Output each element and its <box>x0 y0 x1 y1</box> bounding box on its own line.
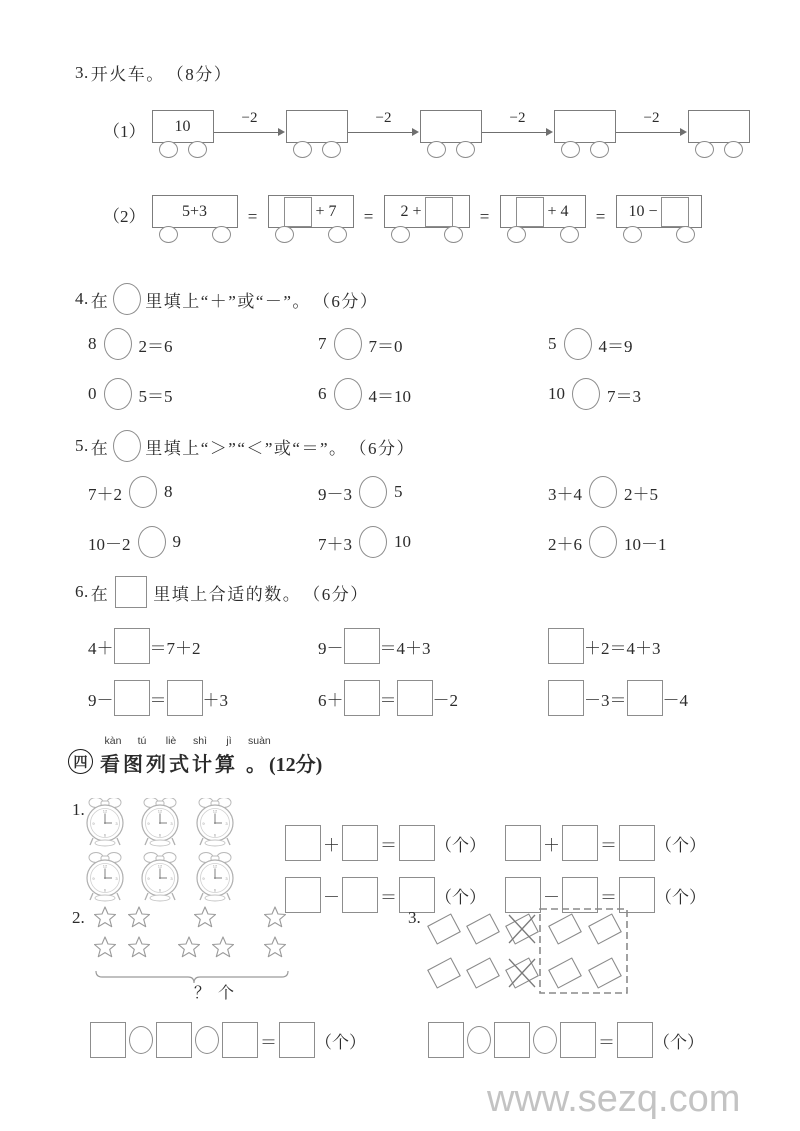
problem-1-equation-1 <box>285 825 486 861</box>
operand-left: 0 <box>88 384 97 403</box>
unit-label: （个） <box>315 1032 366 1052</box>
question-5-title-b: 里填上“＞”“＜”或“＝”。 <box>145 438 348 458</box>
answer-box[interactable] <box>342 825 378 861</box>
question-3-points: （8分） <box>166 65 233 84</box>
answer-box[interactable] <box>661 197 689 227</box>
unit-label: （个） <box>653 1032 704 1052</box>
expr-part: －3＝ <box>584 690 627 710</box>
arrow-line <box>348 132 414 133</box>
equals-sign: = <box>363 207 374 226</box>
tilted-square-icon <box>549 914 581 944</box>
operand-left: 6 <box>318 384 327 403</box>
equation-cell <box>318 526 548 558</box>
answer-box[interactable] <box>156 1022 192 1058</box>
star-icon <box>265 937 286 957</box>
problem-1-equation-2 <box>505 825 706 861</box>
watermark: www.sezq.com <box>487 1078 741 1120</box>
wheel-icon <box>561 141 580 158</box>
answer-box[interactable] <box>494 1022 530 1058</box>
problem-2-answer-row <box>90 1022 366 1058</box>
train-row-1 <box>103 110 750 156</box>
operand-right: 2＋5 <box>624 484 658 504</box>
circle-placeholder <box>113 283 141 315</box>
comparison-circle[interactable] <box>129 476 157 508</box>
equation-cell <box>548 476 778 508</box>
alarm-clock-icon <box>197 798 233 846</box>
tilted-square-icon <box>467 958 499 988</box>
expr-part: ＝ <box>379 690 397 710</box>
section-number-badge: 四 <box>68 749 93 774</box>
operand-right: 2＝6 <box>138 336 173 356</box>
arrow-label: −2 <box>375 110 392 126</box>
train-car[interactable] <box>286 110 348 156</box>
train-car[interactable] <box>152 110 214 156</box>
train-car-expression[interactable] <box>268 195 354 241</box>
clock-group <box>84 798 244 906</box>
answer-box[interactable] <box>562 825 598 861</box>
equation-cell <box>548 378 778 410</box>
wheel-icon <box>391 226 410 243</box>
arrow-line <box>616 132 682 133</box>
tilted-square-icon <box>549 958 581 988</box>
alarm-clock-icon <box>142 853 178 902</box>
wheel-icon <box>427 141 446 158</box>
wheel-icon <box>159 226 178 243</box>
tilted-square-icon <box>589 958 621 988</box>
problem-3-answer-row <box>428 1022 704 1058</box>
expr-part: ＝4＋3 <box>379 638 431 658</box>
answer-box[interactable] <box>548 680 584 716</box>
operand-left: 3＋4 <box>548 484 582 504</box>
question-6-title-b: 里填上合适的数。 <box>153 584 302 604</box>
wheel-icon <box>159 141 178 158</box>
equation-cell <box>88 680 318 716</box>
question-5-number: 5. <box>75 436 89 455</box>
equation-cell <box>318 476 548 508</box>
operand-left: 7＋2 <box>88 484 122 504</box>
expression-text: + 4 <box>547 202 569 220</box>
operator: ＋ <box>543 835 560 855</box>
question-4-row-2 <box>88 378 778 410</box>
question-4-points: （6分） <box>312 291 379 311</box>
unit-label: （个） <box>435 887 486 907</box>
star-icon <box>95 907 116 927</box>
question-5-points: （6分） <box>349 438 416 458</box>
operand-right: 4＝10 <box>368 386 411 406</box>
tilted-square-icon <box>467 914 499 944</box>
arrow-minus-2 <box>616 110 688 156</box>
wheel-icon <box>322 141 341 158</box>
pinyin-syllable: suàn <box>248 735 271 747</box>
answer-box[interactable] <box>617 1022 653 1058</box>
wheel-icon <box>560 226 579 243</box>
operand-left: 7＋3 <box>318 534 352 554</box>
question-6-points: （6分） <box>303 584 369 604</box>
star-icon <box>195 907 216 927</box>
question-4-title-b: 里填上“＋”或“－”。 <box>145 291 311 311</box>
section-4-heading <box>68 735 322 777</box>
equation-cell <box>318 378 548 410</box>
wheel-icon <box>590 141 609 158</box>
equals-sign: ＝ <box>260 1032 277 1052</box>
arrow-label: −2 <box>241 110 258 126</box>
expression-text: 2 + <box>400 202 422 220</box>
operand-left: 5 <box>548 334 557 353</box>
question-5-row-2 <box>88 526 778 558</box>
pinyin-syllable: liè <box>165 735 177 747</box>
operand-left: 7 <box>318 334 327 353</box>
equals-sign: ＝ <box>598 1032 615 1052</box>
tilted-square-icon <box>428 914 460 944</box>
operator-circle[interactable] <box>572 378 600 410</box>
question-4-row-1 <box>88 328 778 360</box>
operand-left: 9－3 <box>318 484 352 504</box>
operator: ＝ <box>600 887 617 907</box>
star-icon <box>129 907 150 927</box>
question-6-number: 6. <box>75 582 89 601</box>
arrow-head-icon <box>680 128 687 136</box>
answer-box[interactable] <box>114 628 150 664</box>
train-row-1-label: （1） <box>103 122 146 141</box>
operator: ＋ <box>323 835 340 855</box>
answer-box[interactable] <box>344 628 380 664</box>
train-car-expression[interactable] <box>500 195 586 241</box>
answer-box[interactable] <box>222 1022 258 1058</box>
answer-box[interactable] <box>505 825 541 861</box>
equation-cell <box>88 328 318 360</box>
star-icon <box>265 907 286 927</box>
train-car[interactable] <box>420 110 482 156</box>
alarm-clock-icon <box>87 853 123 902</box>
answer-box[interactable] <box>167 680 203 716</box>
pinyin-syllable: jì <box>226 735 232 747</box>
arrow-minus-2 <box>482 110 554 156</box>
expr-part: －4 <box>662 690 688 710</box>
operator-circle[interactable] <box>104 378 132 410</box>
wheel-icon <box>444 226 463 243</box>
operator-circle[interactable] <box>129 1026 153 1054</box>
equation-cell <box>548 328 778 360</box>
pinyin-row <box>100 735 322 747</box>
operand-right: 9 <box>172 532 181 551</box>
answer-box[interactable] <box>399 825 435 861</box>
expr-part: ＋3 <box>202 690 228 710</box>
equation-cell <box>318 680 548 716</box>
arrow-head-icon <box>546 128 553 136</box>
arrow-line <box>482 132 548 133</box>
section-4-title: 看图列式计算 。 <box>100 754 269 776</box>
tilted-square-icon <box>428 958 460 988</box>
wheel-icon <box>212 226 231 243</box>
tilted-square-icon <box>589 914 621 944</box>
equation-cell <box>548 680 778 716</box>
arrow-minus-2 <box>348 110 420 156</box>
box-placeholder <box>115 576 147 608</box>
pinyin-syllable: kàn <box>104 735 122 747</box>
comparison-circle[interactable] <box>359 476 387 508</box>
operator-circle[interactable] <box>533 1026 557 1054</box>
wheel-icon <box>695 141 714 158</box>
expr-part: ＝ <box>149 690 167 710</box>
answer-box[interactable] <box>344 680 380 716</box>
answer-box[interactable] <box>285 825 321 861</box>
operand-right: 10－1 <box>624 534 667 554</box>
wheel-icon <box>724 141 743 158</box>
wheel-icon <box>676 226 695 243</box>
train-car[interactable] <box>554 110 616 156</box>
equation-cell <box>318 328 548 360</box>
wheel-icon <box>328 226 347 243</box>
wheel-icon <box>188 141 207 158</box>
operand-right: 7＝3 <box>607 386 641 406</box>
arrow-line <box>214 132 280 133</box>
star-icon <box>95 937 116 957</box>
operator-circle[interactable] <box>334 328 362 360</box>
wheel-icon <box>275 226 294 243</box>
expression-text: 5+3 <box>181 202 208 220</box>
circle-placeholder <box>113 430 141 462</box>
wheel-icon <box>623 226 642 243</box>
answer-box[interactable] <box>619 825 655 861</box>
comparison-circle[interactable] <box>359 526 387 558</box>
expr-part: 9－ <box>318 638 344 658</box>
answer-box[interactable] <box>342 877 378 913</box>
operator-circle[interactable] <box>195 1026 219 1054</box>
comparison-circle[interactable] <box>589 526 617 558</box>
expr-part: ＝7＋2 <box>149 638 201 658</box>
operator: ＝ <box>600 835 617 855</box>
expr-part: ＋2＝4＋3 <box>584 638 661 658</box>
answer-box[interactable] <box>425 197 453 227</box>
question-5-heading <box>75 430 415 462</box>
answer-box[interactable] <box>627 680 663 716</box>
expr-part: 6＋ <box>318 690 344 710</box>
operator-circle[interactable] <box>104 328 132 360</box>
alarm-clock-icon <box>142 798 178 846</box>
operand-left: 10－2 <box>88 534 131 554</box>
unit-label: （个） <box>655 835 706 855</box>
equation-cell <box>548 526 778 558</box>
question-3-number: 3. <box>75 62 89 82</box>
equation-cell <box>88 526 318 558</box>
comparison-circle[interactable] <box>589 476 617 508</box>
operator-circle[interactable] <box>564 328 592 360</box>
equation-cell <box>88 628 318 664</box>
problem-2-number: 2. <box>72 908 85 927</box>
answer-box[interactable] <box>114 680 150 716</box>
train-car[interactable] <box>688 110 750 156</box>
question-5-title-a: 在 <box>90 438 110 458</box>
star-icon <box>213 937 234 957</box>
train-row-2-label: （2） <box>103 207 146 226</box>
question-4-number: 4. <box>75 289 89 308</box>
arrow-head-icon <box>278 128 285 136</box>
expr-part: 9－ <box>88 690 114 710</box>
unit-label: （个） <box>655 887 706 907</box>
wheel-icon <box>293 141 312 158</box>
expr-part: －2 <box>432 690 458 710</box>
question-6-title-a: 在 <box>90 584 110 604</box>
operand-right: 8 <box>164 482 173 501</box>
unit-label: （个） <box>435 835 486 855</box>
answer-box[interactable] <box>397 680 433 716</box>
arrow-head-icon <box>412 128 419 136</box>
answer-box[interactable] <box>548 628 584 664</box>
problem-2-brace-label: ？ 个 <box>194 985 237 1002</box>
alarm-clock-icon <box>197 853 233 902</box>
star-icon <box>129 937 150 957</box>
operator: － <box>543 887 560 907</box>
problem-1-number: 1. <box>72 800 85 819</box>
operand-right: 5＝5 <box>138 386 173 406</box>
comparison-circle[interactable] <box>138 526 166 558</box>
wheel-icon <box>456 141 475 158</box>
question-4-heading <box>75 283 378 315</box>
question-6-row-2 <box>88 680 778 716</box>
equation-cell <box>548 628 778 664</box>
answer-box[interactable] <box>90 1022 126 1058</box>
pinyin-syllable: tú <box>137 735 147 747</box>
equation-cell <box>88 378 318 410</box>
operator-circle[interactable] <box>334 378 362 410</box>
equation-cell <box>318 628 548 664</box>
question-6-row-1 <box>88 628 778 664</box>
pinyin-syllable: shì <box>192 735 207 747</box>
question-5-row-1 <box>88 476 778 508</box>
question-3-title: 开火车。 <box>90 65 165 84</box>
expr-part: 4＋ <box>88 638 114 658</box>
answer-box[interactable] <box>516 197 544 227</box>
section-4-points: (12分) <box>269 754 323 776</box>
wheel-icon <box>507 226 526 243</box>
operand-left: 2＋6 <box>548 534 582 554</box>
equals-sign: = <box>247 207 258 226</box>
train-car-expression[interactable] <box>616 195 702 241</box>
operand-right: 4＝9 <box>598 336 633 356</box>
operator-circle[interactable] <box>467 1026 491 1054</box>
arrow-label: −2 <box>643 110 660 126</box>
operator: － <box>323 887 340 907</box>
operand-right: 5 <box>394 482 403 501</box>
operand-right: 7＝0 <box>368 336 403 356</box>
arrow-label: −2 <box>509 110 526 126</box>
problem-3-number: 3. <box>408 908 421 927</box>
question-4-title-a: 在 <box>90 291 110 311</box>
answer-box[interactable] <box>560 1022 596 1058</box>
operand-left: 10 <box>548 384 565 403</box>
operator: ＝ <box>380 835 397 855</box>
operand-right: 10 <box>394 532 411 551</box>
operator: ＝ <box>380 887 397 907</box>
alarm-clock-icon <box>87 798 123 846</box>
train-car-expression[interactable] <box>384 195 470 241</box>
expression-text: 10 − <box>628 202 658 220</box>
answer-box[interactable] <box>279 1022 315 1058</box>
arrow-minus-2 <box>214 110 286 156</box>
answer-box[interactable] <box>428 1022 464 1058</box>
operand-left: 8 <box>88 334 97 353</box>
equals-sign: = <box>595 207 606 226</box>
tilted-square-group <box>420 905 650 1000</box>
train-car-value: 10 <box>174 117 191 135</box>
star-icon <box>179 937 200 957</box>
answer-box[interactable] <box>284 197 312 227</box>
train-row-2 <box>103 195 702 241</box>
question-6-heading <box>75 576 369 608</box>
expression-text: + 7 <box>315 202 337 220</box>
equals-sign: = <box>479 207 490 226</box>
equation-cell <box>88 476 318 508</box>
train-car-expression[interactable] <box>152 195 238 241</box>
brace-icon <box>96 971 288 983</box>
question-3-heading <box>75 60 232 85</box>
